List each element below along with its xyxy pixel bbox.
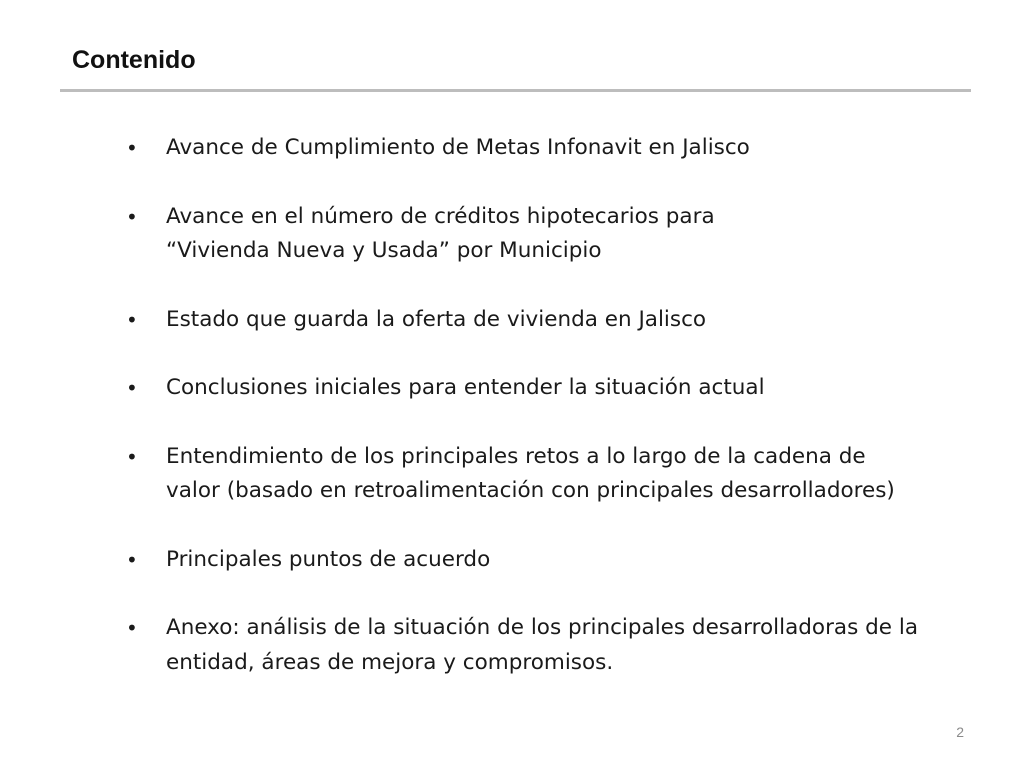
contents-list [126,131,926,680]
bullet-icon: • [126,616,138,640]
bullet-icon: • [126,376,138,400]
slide-title: Contenido [72,46,196,74]
list-item-text: Avance en el número de créditos hipotecarios para “Vivienda Nueva y Usada” por Municipio [166,203,715,263]
bullet-icon: • [126,444,138,469]
bullet-icon: • [126,307,138,332]
list-item-text: Entendimiento de los principales retos a lo largo de la cadena de valor (basado en retroalimentación con principales desarrolladores) [166,443,895,503]
list-item-text: Principales puntos de acuerdo [166,546,491,572]
title-divider [60,89,971,92]
list-item [126,371,926,406]
list-item-text: Avance de Cumplimiento de Metas Infonavit en Jalisco [166,135,750,160]
bullet-icon: • [126,204,138,229]
page-number: 2 [956,724,964,740]
list-item [126,200,926,269]
bullet-icon: • [126,547,138,572]
list-item [126,543,926,578]
list-item [126,131,926,166]
list-item [126,611,926,680]
list-item-text: Anexo: análisis de la situación de los principales desarrolladoras de la entidad, áreas de mejora y compromisos. [166,615,918,675]
bullet-icon: • [126,136,138,160]
list-item-text: Estado que guarda la oferta de vivienda en Jalisco [166,306,707,332]
list-item [126,440,926,509]
list-item [126,303,926,338]
list-item-text: Conclusiones iniciales para entender la situación actual [166,375,765,400]
